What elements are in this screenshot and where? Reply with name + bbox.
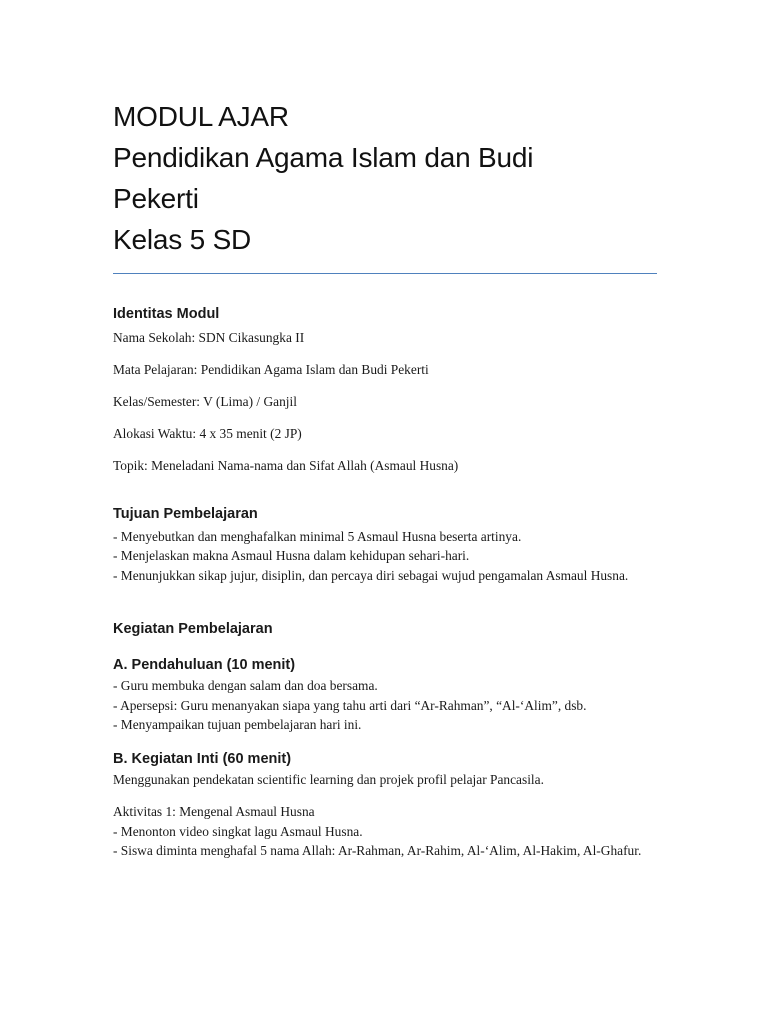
title-divider [113, 273, 657, 274]
section-heading-tujuan: Tujuan Pembelajaran [113, 505, 258, 522]
aktivitas-block [113, 802, 657, 861]
identitas-item: Alokasi Waktu: 4 x 35 menit (2 JP) [113, 426, 302, 442]
title-line-1: MODUL AJAR [113, 101, 289, 132]
section-heading-identitas: Identitas Modul [113, 306, 220, 322]
inti-intro: Menggunakan pendekatan scientific learning dan projek profil pelajar Pancasila. [113, 771, 544, 787]
identitas-item: Nama Sekolah: SDN Cikasungka II [113, 330, 305, 345]
aktivitas-title: Aktivitas 1: Mengenal Asmaul Husna [113, 804, 315, 820]
document-title [113, 96, 657, 260]
identitas-list [113, 328, 657, 476]
title-line-3: Pekerti [113, 183, 199, 214]
tujuan-item: - Menunjukkan sikap jujur, disiplin, dan percaya diri sebagai wujud pengamalan Asmaul Husna. [113, 567, 629, 583]
title-line-4: Kelas 5 SD [113, 224, 252, 255]
identitas-item: Kelas/Semester: V (Lima) / Ganjil [113, 394, 297, 410]
identitas-item: Mata Pelajaran: Pendidikan Agama Islam dan Budi Pekerti [113, 362, 429, 378]
section-heading-kegiatan: Kegiatan Pembelajaran [113, 621, 273, 638]
aktivitas-item: - Siswa diminta menghafal 5 nama Allah: Ar-Rahman, Ar-Rahim, Al-‘Alim, Al-Hakim, Al-Ghafur. [113, 843, 642, 859]
subsection-heading-inti: B. Kegiatan Inti (60 menit) [113, 750, 292, 767]
pendahuluan-item: - Guru membuka dengan salam dan doa bersama. [113, 678, 378, 694]
document-page [113, 96, 657, 861]
tujuan-item: - Menjelaskan makna Asmaul Husna dalam kehidupan sehari-hari. [113, 548, 470, 564]
pendahuluan-item: - Apersepsi: Guru menanyakan siapa yang tahu arti dari “Ar-Rahman”, “Al-‘Alim”, dsb. [113, 697, 587, 713]
subsection-heading-pendahuluan: A. Pendahuluan (10 menit) [113, 657, 296, 674]
tujuan-item: - Menyebutkan dan menghafalkan minimal 5 Asmaul Husna beserta artinya. [113, 528, 522, 544]
tujuan-list [113, 527, 657, 586]
identitas-item: Topik: Meneladani Nama-nama dan Sifat Allah (Asmaul Husna) [113, 458, 459, 474]
aktivitas-item: - Menonton video singkat lagu Asmaul Husna. [113, 823, 363, 839]
title-line-2: Pendidikan Agama Islam dan Budi [113, 142, 534, 173]
pendahuluan-list [113, 676, 657, 735]
pendahuluan-item: - Menyampaikan tujuan pembelajaran hari ini. [113, 717, 362, 733]
